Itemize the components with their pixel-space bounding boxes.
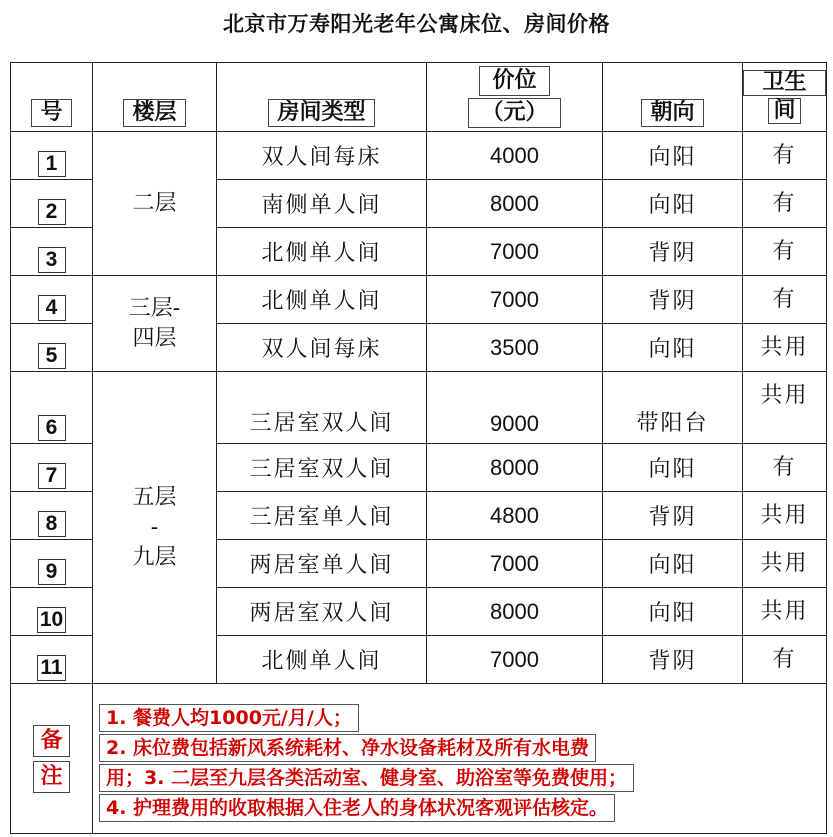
orientation: 背阴 [603, 228, 743, 276]
row-number: 11 [37, 655, 65, 681]
row-number: 7 [38, 463, 66, 489]
header-num: 号 [11, 63, 93, 132]
room-type: 北侧单人间 [217, 228, 427, 276]
price: 8000 [427, 444, 603, 492]
price: 7000 [427, 636, 603, 684]
row-number: 4 [38, 295, 66, 321]
header-floor: 楼层 [93, 63, 217, 132]
row-number: 10 [37, 607, 66, 633]
room-type: 三居室双人间 [217, 372, 427, 444]
price: 8000 [427, 180, 603, 228]
room-type: 南侧单人间 [217, 180, 427, 228]
floor-cell: 五层 - 九层 [93, 372, 217, 684]
row-number: 2 [38, 199, 66, 225]
bath: 有 [743, 180, 827, 228]
room-type: 三居室双人间 [217, 444, 427, 492]
note-line: 2. 床位费包括新风系统耗材、净水设备耗材及所有水电费 [99, 734, 596, 762]
header-row [11, 63, 827, 132]
row-number: 6 [38, 415, 66, 441]
header-price: 价位 （元） [427, 63, 603, 132]
orientation: 向阳 [603, 132, 743, 180]
bath: 有 [743, 132, 827, 180]
price: 9000 [427, 372, 603, 444]
floor-cell: 二层 [93, 132, 217, 276]
note-line: 4. 护理费用的收取根据入住老人的身体状况客观评估核定。 [99, 794, 615, 822]
row-number: 5 [38, 343, 66, 369]
room-type: 双人间每床 [217, 132, 427, 180]
price: 8000 [427, 588, 603, 636]
orientation: 向阳 [603, 540, 743, 588]
orientation: 向阳 [603, 588, 743, 636]
remarks-notes [93, 684, 827, 834]
bath: 有 [743, 276, 827, 324]
room-type: 北侧单人间 [217, 276, 427, 324]
row-number: 3 [38, 247, 66, 273]
bath: 有 [743, 444, 827, 492]
room-type: 两居室双人间 [217, 588, 427, 636]
price: 4000 [427, 132, 603, 180]
floor-cell: 三层- 四层 [93, 276, 217, 372]
room-type: 双人间每床 [217, 324, 427, 372]
room-type: 三居室单人间 [217, 492, 427, 540]
table-row [11, 276, 827, 324]
price: 4800 [427, 492, 603, 540]
remarks-row [11, 684, 827, 834]
orientation: 带阳台 [603, 372, 743, 444]
orientation: 向阳 [603, 180, 743, 228]
page-title: 北京市万寿阳光老年公寓床位、房间价格 [223, 12, 610, 36]
bath: 共用 [743, 540, 827, 588]
bath: 有 [743, 636, 827, 684]
price: 7000 [427, 228, 603, 276]
header-room-type: 房间类型 [217, 63, 427, 132]
price: 7000 [427, 276, 603, 324]
header-orientation: 朝向 [603, 63, 743, 132]
remarks-label: 备 注 [11, 684, 93, 834]
orientation: 背阴 [603, 636, 743, 684]
bath: 共用 [743, 372, 827, 444]
table-row [11, 132, 827, 180]
table-row [11, 372, 827, 444]
price: 7000 [427, 540, 603, 588]
price-table [10, 62, 827, 834]
orientation: 背阴 [603, 276, 743, 324]
room-type: 北侧单人间 [217, 636, 427, 684]
bath: 共用 [743, 588, 827, 636]
price: 3500 [427, 324, 603, 372]
note-line: 用；3. 二层至九层各类活动室、健身室、助浴室等免费使用； [99, 764, 634, 792]
bath: 共用 [743, 324, 827, 372]
row-number: 1 [38, 151, 66, 177]
note-line: 1. 餐费人均1000元/月/人； [99, 704, 359, 732]
bath: 共用 [743, 492, 827, 540]
row-number: 8 [38, 511, 66, 537]
orientation: 背阴 [603, 492, 743, 540]
room-type: 两居室单人间 [217, 540, 427, 588]
orientation: 向阳 [603, 324, 743, 372]
bath: 有 [743, 228, 827, 276]
orientation: 向阳 [603, 444, 743, 492]
header-bath: 卫生 间 [743, 63, 827, 132]
row-number: 9 [38, 559, 66, 585]
